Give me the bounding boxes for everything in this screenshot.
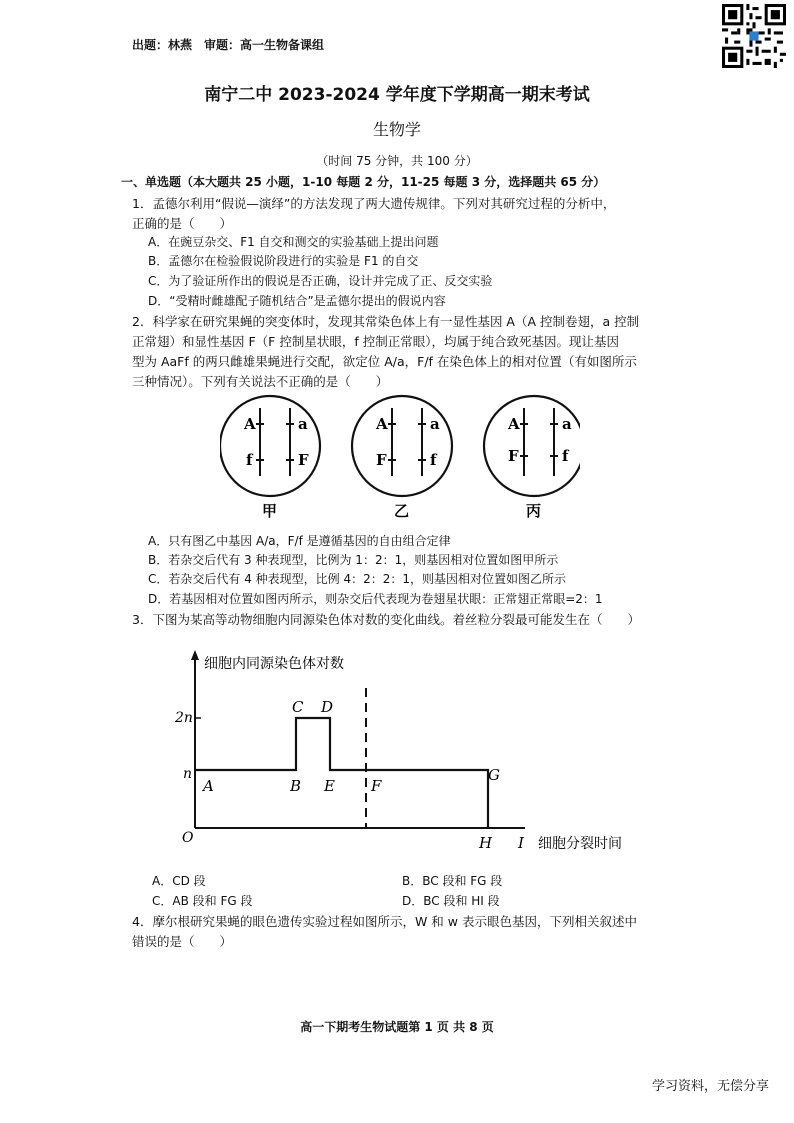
cell-label: 甲 — [262, 502, 278, 520]
q2-option-c: C．若杂交后代有 4 种表现型，比例 4：2：2：1，则基因相对位置如图乙所示 — [148, 572, 566, 586]
q1-option-b: B．孟德尔在检验假说阶段进行的实验是 F1 的自交 — [148, 254, 419, 268]
q2-option-d: D．若基因相对位置如图丙所示，则杂交后代表现为卷翅星状眼：正常翅正常眼=2：1 — [148, 592, 603, 606]
q2-stem-line2: 正常翅）和显性基因 F（F 控制星状眼，f 控制正常眼），均属于纯合致死基因。现让基因 — [132, 334, 619, 349]
gene-tr: a — [430, 415, 440, 433]
q1-stem-line1: 1．孟德尔利用“假说—演绎”的方法发现了两大遗传规律。下列对其研究过程的分析中， — [132, 196, 616, 211]
x-axis-label: 细胞分裂时间 — [538, 836, 622, 852]
gene-tl: A — [244, 415, 256, 433]
cell-label: 乙 — [394, 502, 410, 520]
cell-label: 丙 — [526, 502, 542, 520]
q1-option-c: C．为了验证所作出的假说是否正确，设计并完成了正、反交实验 — [148, 274, 493, 288]
section-heading: 一、单选题（本大题共 25 小题，1-10 每题 2 分，11-25 每题 3 分，选择题共 65 分） — [121, 175, 606, 189]
q2-stem-line1: 2．科学家在研究果蝇的突变体时，发现其常染色体上有一显性基因 A（A 控制卷翅，a 控制 — [132, 314, 640, 329]
point-label-g: G — [488, 766, 500, 784]
point-label-e: E — [324, 777, 335, 795]
q2-option-a: A．只有图乙中基因 A/a，F/f 是遵循基因的自由组合定律 — [148, 534, 451, 548]
page-footer: 高一下期考生物试题第 1 页 共 8 页 — [300, 1020, 494, 1034]
q3-stem: 3．下图为某高等动物细胞内同源染色体对数的变化曲线。着丝粒分裂最可能发生在（ ） — [132, 612, 640, 627]
subject-title: 生物学 — [372, 120, 421, 139]
q2-option-b: B．若杂交后代有 3 种表现型，比例为 1：2：1，则基因相对位置如图甲所示 — [148, 553, 559, 567]
gene-bl: F — [376, 451, 387, 469]
q1-option-d: D．“受精时雌雄配子随机结合”是孟德尔提出的假说内容 — [148, 294, 446, 308]
chart-curve — [195, 718, 488, 828]
q3-option-a: A．CD 段 — [152, 874, 206, 888]
gene-bl: F — [508, 447, 519, 465]
cell-bing — [484, 396, 580, 520]
exam-title: 南宁二中 2023-2024 学年度下学期高一期末考试 — [204, 85, 590, 105]
y-tick-origin: O — [182, 830, 194, 846]
chromosome-pair-chart — [170, 648, 650, 860]
qr-code-icon — [722, 4, 786, 68]
header-note: 出题：林燕 审题：高一生物备课组 — [132, 38, 325, 52]
watermark-text: 学习资料，无偿分享 — [652, 1079, 770, 1094]
gene-tl: A — [508, 415, 520, 433]
q3-option-c: C．AB 段和 FG 段 — [152, 894, 253, 908]
q4-stem-line2: 错误的是（ ） — [132, 934, 233, 949]
gene-tr: a — [562, 415, 572, 433]
gene-br: f — [430, 451, 437, 469]
point-label-i: I — [518, 834, 524, 852]
cell-jia — [220, 396, 320, 520]
point-label-f: F — [371, 777, 382, 795]
q2-stem-line3: 型为 AaFf 的两只雌雄果蝇进行交配，欲定位 A/a，F/f 在染色体上的相对位置（有如图所示 — [132, 354, 637, 369]
gene-bl: f — [246, 451, 253, 469]
y-axis-label: 细胞内同源染色体对数 — [204, 656, 344, 672]
q3-option-b: B．BC 段和 FG 段 — [402, 874, 503, 888]
chromosome-diagrams — [220, 394, 580, 524]
q3-option-d: D．BC 段和 HI 段 — [402, 894, 500, 908]
q1-option-a: A．在豌豆杂交、F1 自交和测交的实验基础上提出问题 — [148, 235, 439, 249]
point-label-b: B — [290, 777, 302, 795]
cell-yi — [352, 396, 452, 520]
q4-stem-line1: 4．摩尔根研究果蝇的眼色遗传实验过程如图所示，W 和 w 表示眼色基因，下列相关叙述中 — [132, 914, 637, 929]
y-tick-2n: 2n — [175, 710, 193, 726]
point-label-c: C — [292, 698, 304, 716]
point-label-a: A — [203, 777, 214, 795]
y-tick-n: n — [183, 766, 193, 782]
q1-stem-line2: 正确的是（ ） — [132, 216, 233, 231]
q2-stem-line4: 三种情况）。下列有关说法不正确的是（ ） — [132, 374, 389, 389]
point-label-d: D — [321, 698, 334, 716]
gene-tr: a — [298, 415, 308, 433]
point-label-h: H — [479, 834, 493, 852]
gene-tl: A — [376, 415, 388, 433]
gene-br: f — [562, 447, 569, 465]
y-axis-arrow — [191, 650, 199, 660]
time-info: （时间 75 分钟，共 100 分） — [316, 154, 478, 168]
gene-br: F — [298, 451, 309, 469]
